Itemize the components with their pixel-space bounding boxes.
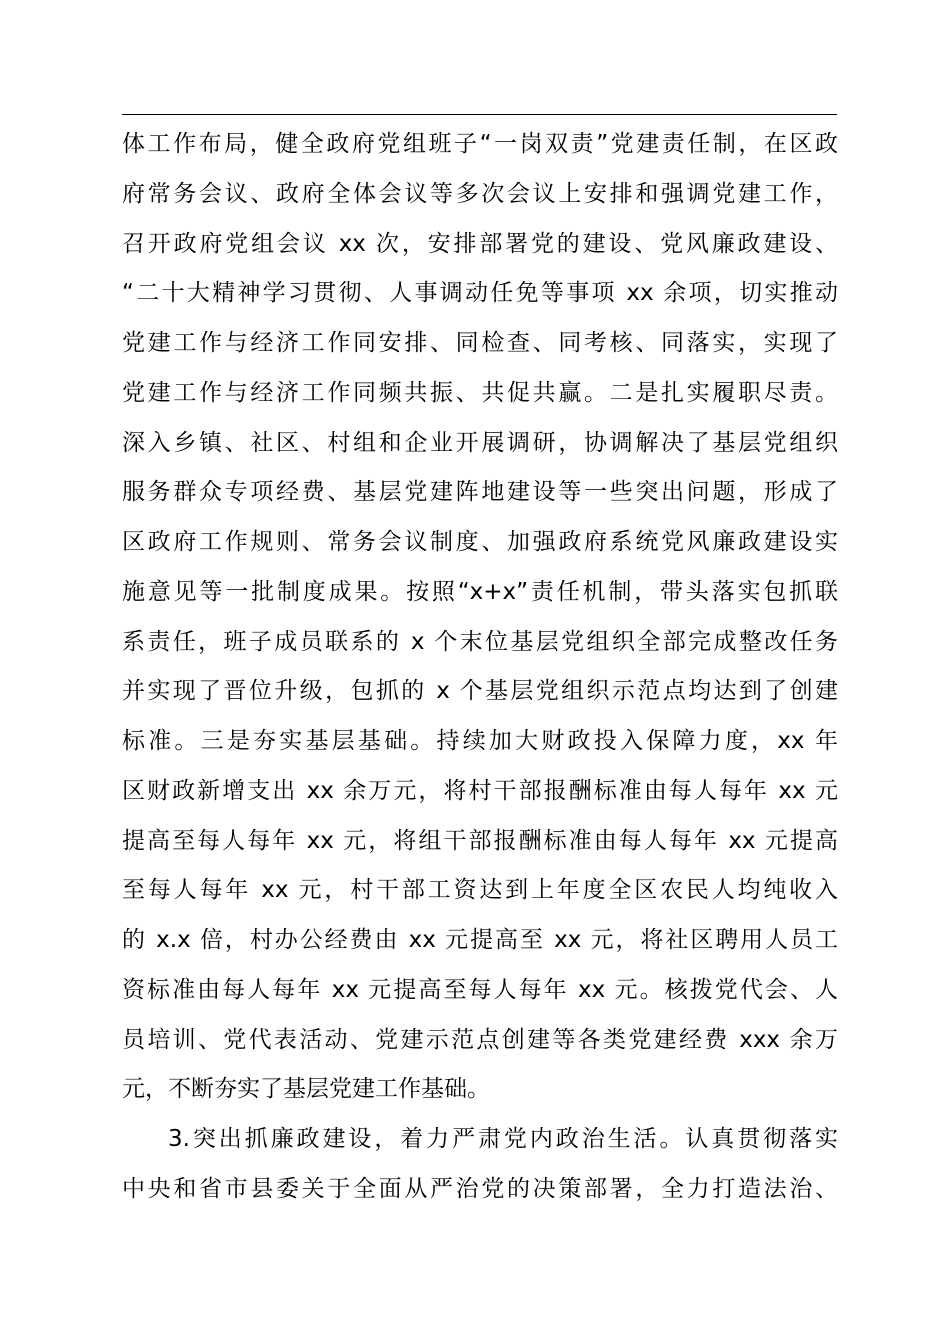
text-line: 标准。三是夯实基层基础。持续加大财政投入保障力度，xx 年 — [122, 728, 838, 754]
text-line: 提高至每人每年 xx 元，将组干部报酬标准由每人每年 xx 元提高 — [122, 828, 838, 854]
text-line: 体工作布局，健全政府党组班子“一岗双责”党建责任制，在区政 — [122, 131, 838, 157]
text-line: 深入乡镇、社区、村组和企业开展调研，协调解决了基层党组织 — [122, 430, 838, 456]
text-line: 党建工作与经济工作同安排、同检查、同考核、同落实，实现了 — [122, 330, 838, 356]
text-line: 元，不断夯实了基层党建工作基础。 — [122, 1076, 490, 1102]
section-heading-line: 3.突出抓廉政建设，着力严肃党内政治生活。认真贯彻落实 — [168, 1126, 838, 1152]
text-line: 并实现了晋位升级，包抓的 x 个基层党组织示范点均达到了创建 — [122, 678, 838, 704]
text-line: 资标准由每人每年 xx 元提高至每人每年 xx 元。核拨党代会、人 — [122, 977, 838, 1003]
text-line: 服务群众专项经费、基层党建阵地建设等一些突出问题，形成了 — [122, 479, 838, 505]
text-line: “二十大精神学习贯彻、人事调动任免等事项 xx 余项，切实推动 — [122, 280, 838, 306]
header-rule — [122, 114, 837, 115]
text-line: 中央和省市县委关于全面从严治党的决策部署，全力打造法治、 — [122, 1176, 838, 1202]
text-line: 员培训、党代表活动、党建示范点创建等各类党建经费 xxx 余万 — [122, 1027, 838, 1053]
text-line: 区财政新增支出 xx 余万元，将村干部报酬标准由每人每年 xx 元 — [122, 778, 838, 804]
text-line: 施意见等一批制度成果。按照“x+x”责任机制，带头落实包抓联 — [122, 579, 838, 605]
text-line: 至每人每年 xx 元，村干部工资达到上年度全区农民人均纯收入 — [122, 877, 838, 903]
text-line: 府常务会议、政府全体会议等多次会议上安排和强调党建工作， — [122, 181, 838, 207]
text-line: 区政府工作规则、常务会议制度、加强政府系统党风廉政建设实 — [122, 529, 838, 555]
text-line: 召开政府党组会议 xx 次，安排部署党的建设、党风廉政建设、 — [122, 231, 838, 257]
text-line: 的 x.x 倍，村办公经费由 xx 元提高至 xx 元，将社区聘用人员工 — [122, 927, 838, 953]
text-line: 党建工作与经济工作同频共振、共促共赢。二是扎实履职尽责。 — [122, 380, 838, 406]
text-line: 系责任，班子成员联系的 x 个末位基层党组织全部完成整改任务 — [122, 629, 838, 655]
